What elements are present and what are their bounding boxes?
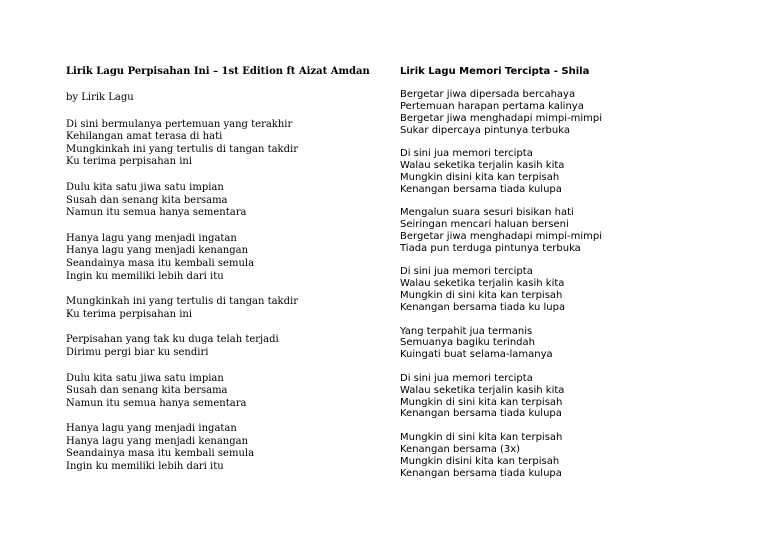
lyric-line: Mungkinkah ini yang tertulis di tangan takdir [66, 296, 298, 308]
lyric-line: Ku terima perpisahan ini [66, 308, 193, 320]
stanza [400, 326, 710, 362]
lyric-line: Mungkin di sini kita kan terpisah [400, 431, 563, 443]
lyric-line: Seandainya masa itu kembali semula [66, 448, 255, 460]
lyric-line: Mungkin disini kita kan terpisah [400, 455, 560, 467]
lyric-line: Yang terpahit jua termanis [400, 325, 533, 337]
stanza [400, 89, 710, 137]
lyric-line: Kenangan bersama tiada kulupa [400, 408, 562, 420]
lyric-line: Kenangan bersama tiada ku lupa [400, 302, 566, 314]
lyric-line: Kehilangan amat terasa di hati [66, 131, 223, 143]
lyric-line: Kenangan bersama (3x) [400, 443, 521, 455]
lyric-line: Di sini jua memori tercipta [400, 372, 533, 384]
lyric-line: Dirimu pergi biar ku sendiri [66, 346, 209, 358]
lyrics-column-left [66, 66, 370, 487]
lyric-line: Ingin ku memiliki lebih dari itu [66, 461, 224, 473]
lyric-line: Di sini bermulanya pertemuan yang terakhir [66, 118, 293, 130]
lyric-line: Di sini jua memori tercipta [400, 266, 533, 278]
lyric-line: Namun itu semua hanya sementara [66, 397, 247, 409]
stanza [400, 373, 710, 421]
lyric-line: Mungkin disini kita kan terpisah [400, 171, 560, 183]
lyric-line: Walau seketika terjalin kasih kita [400, 384, 565, 396]
lyric-line: Ingin ku memiliki lebih dari itu [66, 270, 224, 282]
lyric-line: Hanya lagu yang menjadi ingatan [66, 232, 237, 244]
lyric-line: Sukar dipercaya pintunya terbuka [400, 124, 570, 136]
lyric-line: Bergetar jiwa menghadapi mimpi-mimpi [400, 231, 603, 243]
stanza [400, 148, 710, 196]
byline: by Lirik Lagu [66, 92, 134, 103]
lyric-line: Bergetar jiwa dipersada bercahaya [400, 89, 576, 100]
lyric-line: Namun itu semua hanya sementara [66, 207, 247, 219]
lyric-line: Susah dan senang kita bersama [66, 194, 228, 206]
stanza [66, 182, 366, 220]
lyric-line: Mungkin di sini kita kan terpisah [400, 396, 563, 408]
stanza [400, 207, 710, 255]
lyric-line: Susah dan senang kita bersama [66, 385, 228, 397]
stanza [66, 373, 366, 411]
lyric-line: Bergetar jiwa menghadapi mimpi-mimpi [400, 112, 603, 124]
lyric-line: Walau seketika terjalin kasih kita [400, 160, 565, 172]
lyric-line: Hanya lagu yang menjadi ingatan [66, 423, 237, 435]
lyric-line: Hanya lagu yang menjadi kenangan [66, 435, 249, 447]
lyric-line: Dulu kita satu jiwa satu impian [66, 372, 224, 384]
lyric-line: Hanya lagu yang menjadi kenangan [66, 245, 249, 257]
lyric-line: Kuingati buat selama-lamanya [400, 349, 553, 361]
lyric-line: Seiringan mencari haluan berseni [400, 219, 569, 231]
lyric-line: Semuanya bagiku terindah [400, 337, 535, 349]
lyric-line: Ku terima perpisahan ini [66, 156, 193, 168]
lyric-line: Mengalun suara sesuri bisikan hati [400, 207, 574, 219]
lyric-line: Seandainya masa itu kembali semula [66, 257, 255, 269]
stanza [66, 296, 366, 321]
lyric-line: Tiada pun terduga pintunya terbuka [400, 242, 581, 254]
stanza [66, 233, 366, 283]
stanza [400, 266, 710, 314]
lyric-line: Pertemuan harapan pertama kalinya [400, 100, 584, 112]
lyric-line: Dulu kita satu jiwa satu impian [66, 181, 224, 193]
stanza [66, 119, 366, 169]
song-title-right: Lirik Lagu Memori Tercipta - Shila [400, 66, 590, 77]
lyric-line: Mungkin di sini kita kan terpisah [400, 290, 563, 302]
stanza [400, 432, 710, 480]
lyric-line: Perpisahan yang tak ku duga telah terjadi [66, 334, 279, 346]
song-title-left: Lirik Lagu Perpisahan Ini – 1st Edition ft Aizat Amdan [66, 66, 370, 77]
stanza [66, 334, 366, 359]
stanza [66, 423, 366, 473]
lyric-line: Walau seketika terjalin kasih kita [400, 278, 565, 290]
lyric-line: Kenangan bersama tiada kulupa [400, 183, 562, 195]
lyrics-column-right [400, 66, 710, 491]
lyric-line: Kenangan bersama tiada kulupa [400, 467, 562, 479]
lyric-line: Di sini jua memori tercipta [400, 148, 533, 160]
lyric-line: Mungkinkah ini yang tertulis di tangan takdir [66, 143, 298, 155]
